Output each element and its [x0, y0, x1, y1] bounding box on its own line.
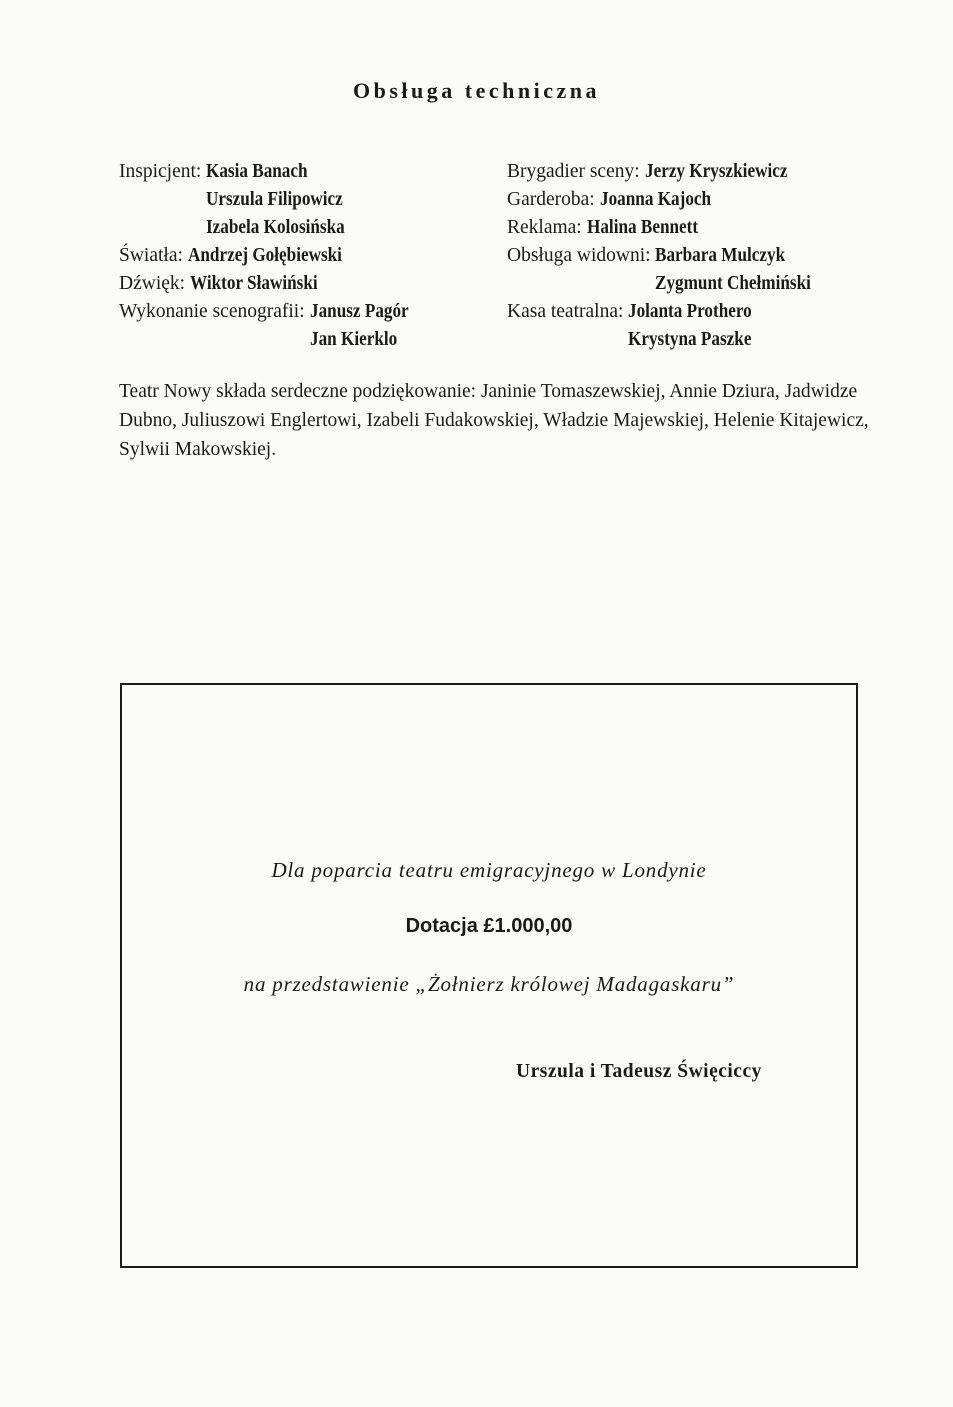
credit-row [507, 186, 927, 214]
credit-name: Kasia Banach [206, 161, 308, 182]
credit-role: Garderoba: [507, 189, 600, 210]
credit-name: Krystyna Paszke [628, 329, 752, 350]
credit-name: Jan Kierklo [310, 329, 398, 350]
credit-row [507, 158, 927, 186]
credit-row [119, 298, 479, 326]
credit-row [119, 270, 479, 298]
credit-row [119, 214, 479, 242]
credit-role: Obsługa widowni: [507, 245, 656, 266]
credit-row [507, 270, 927, 298]
credits-right-column [507, 158, 927, 354]
credit-name: Izabela Kolosińska [206, 217, 345, 238]
credit-role: Wykonanie scenografii: [119, 301, 310, 322]
credit-row [119, 326, 479, 354]
donation-signature: Urszula i Tadeusz Święciccy [516, 1061, 762, 1082]
credit-role: Brygadier sceny: [507, 161, 645, 182]
donation-production: na przedstawienie „Żołnierz królowej Madagaskaru” [243, 972, 735, 996]
credit-name: Barbara Mulczyk [655, 245, 786, 266]
credit-role: Reklama: [507, 217, 587, 238]
donation-purpose: Dla poparcia teatru emigracyjnego w Londynie [271, 858, 707, 882]
credit-role: Światła: [119, 245, 188, 266]
credits-left-column [119, 158, 479, 354]
credit-role: Inspicjent: [119, 161, 207, 182]
credit-role: Kasa teatralna: [507, 301, 629, 322]
credit-role: Dźwięk: [119, 273, 190, 294]
credit-row [507, 242, 927, 270]
page-heading: Obsługa techniczna [353, 78, 600, 103]
credit-row [507, 326, 927, 354]
credit-name: Janusz Pagór [309, 301, 409, 322]
credit-name: Jolanta Prothero [628, 301, 753, 322]
credit-name: Zygmunt Chełmiński [655, 273, 811, 294]
thanks-paragraph: Teatr Nowy składa serdeczne podziękowanie: Janinie Tomaszewskiej, Annie Dziura, Jadwidze Dubno, Juliuszowi Englertowi, Izabeli Fudakowskiej, Władzie Majewskiej, Helenie Kitajewicz, Sylwii Makowskiej. [119, 381, 869, 460]
credit-name: Halina Bennett [586, 217, 698, 238]
donation-amount: Dotacja £1.000,00 [405, 915, 573, 937]
credit-row [507, 214, 927, 242]
credit-name: Jerzy Kryszkiewicz [644, 161, 788, 182]
donation-box [120, 683, 858, 1268]
credit-name: Joanna Kajoch [599, 189, 711, 210]
credit-name: Andrzej Gołębiewski [187, 245, 342, 266]
credit-name: Urszula Filipowicz [206, 189, 343, 210]
credit-row [507, 298, 927, 326]
credit-row [119, 158, 479, 186]
credit-row [119, 186, 479, 214]
credit-name: Wiktor Sławiński [189, 273, 318, 294]
credit-row [119, 242, 479, 270]
